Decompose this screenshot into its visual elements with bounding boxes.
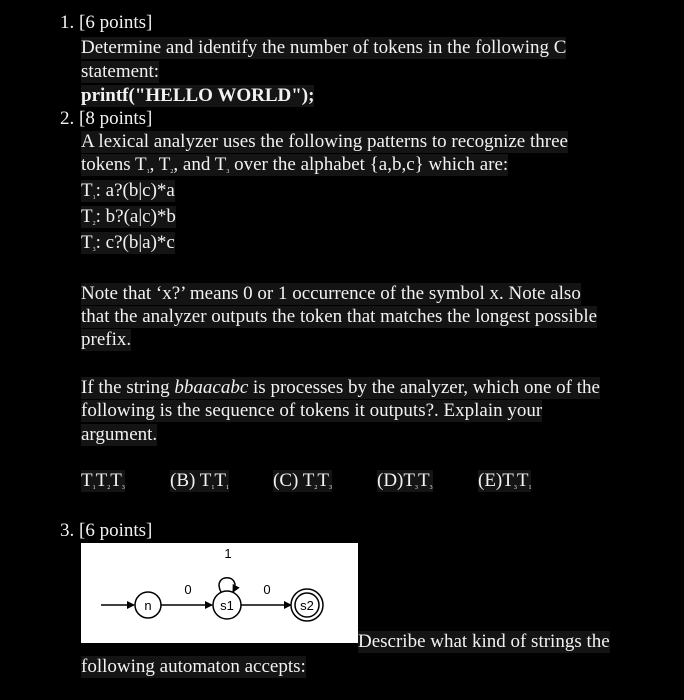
option-a[interactable] (81, 470, 125, 492)
q2-note-line1: Note that ‘x?’ means 0 or 1 occurrence of the symbol x. Note also (81, 283, 581, 304)
option-a-s1: 1 (92, 485, 96, 491)
option-c-t2: T (317, 470, 329, 491)
q3-following: following automaton accepts: (81, 656, 306, 677)
option-b-s1: 1 (211, 485, 215, 491)
pattern-2-rule: : b?(a|c)*b (95, 206, 176, 227)
q1-header (60, 12, 152, 34)
option-b[interactable] (170, 470, 229, 492)
option-a-t1: T (81, 470, 93, 491)
option-a-s2: 2 (107, 485, 111, 491)
option-e-t1: T (502, 470, 514, 491)
q2-intro-line2 (81, 154, 508, 176)
automaton-svg (81, 543, 358, 643)
option-d-t1: T (403, 470, 415, 491)
q2-question-line3: argument. (81, 424, 158, 445)
loop-s1-label: 1 (224, 546, 232, 561)
q2-question-string: bbaacabc (174, 377, 249, 398)
option-d-s2: 3 (429, 485, 433, 491)
option-c-s1: 2 (314, 485, 318, 491)
option-c[interactable] (273, 470, 332, 492)
q2-intro-text-b: , T (149, 154, 171, 175)
option-b-s2: 1 (225, 485, 229, 491)
option-c-s2: 3 (328, 485, 332, 491)
q2-note-line2: that the analyzer outputs the token that matches the longest possible (81, 306, 598, 327)
edge-n-s1-label: 0 (184, 582, 192, 597)
q2-pattern-3 (81, 232, 175, 254)
q1-line1: Determine and identify the number of tokens in the following C (81, 37, 567, 58)
option-e-s1: 3 (513, 485, 517, 491)
q3-number: 3. (60, 520, 75, 541)
q2-intro-text-d: over the alphabet {a,b,c} which are: (229, 154, 509, 175)
q3-points: [6 points] (79, 520, 153, 541)
q1-number: 1. (60, 12, 75, 33)
option-d-prefix: (D) (377, 470, 404, 491)
q2-question-text-b: is processes by the analyzer, which one of the (248, 377, 600, 398)
pattern-1-sub: 1 (92, 195, 96, 201)
q1-code: printf("HELLO WORLD"); (81, 85, 315, 106)
pattern-3-token: T (81, 232, 93, 253)
state-s1-label: s1 (220, 598, 234, 613)
q1-line2: statement: (81, 61, 160, 82)
pattern-1-rule: : a?(b|c)*a (95, 180, 175, 201)
pattern-3-rule: : c?(b|a)*c (95, 232, 175, 253)
q2-header (60, 108, 152, 130)
q2-note-line3: prefix. (81, 329, 132, 350)
pattern-3-sub: 3 (92, 247, 96, 253)
q2-pattern-1 (81, 180, 175, 202)
q2-intro-sub-3: 3 (226, 169, 230, 175)
option-d-s1: 3 (415, 485, 418, 491)
option-b-prefix: (B) (170, 470, 200, 491)
option-e-t2: T (516, 470, 529, 491)
pattern-2-token: T (81, 206, 93, 227)
q2-intro-sub-2: 2 (170, 169, 174, 175)
option-a-t2: T (95, 470, 108, 491)
automaton-diagram (81, 543, 358, 643)
q2-intro-line1: A lexical analyzer uses the following patterns to recognize three (81, 131, 568, 152)
q2-points: [8 points] (79, 108, 153, 129)
option-a-t3: T (110, 470, 122, 491)
option-e-prefix: (E) (478, 470, 503, 491)
option-b-t2: T (214, 470, 226, 491)
state-n-label: n (144, 598, 152, 613)
option-b-t1: T (199, 470, 212, 491)
option-d-t2: T (418, 470, 430, 491)
q2-pattern-2 (81, 206, 176, 228)
loop-s1 (219, 578, 235, 592)
q2-intro-sub-1: 1 (146, 169, 150, 175)
q3-header (60, 520, 152, 542)
q2-question-line1 (81, 377, 600, 399)
q2-intro-text-c: , and T (173, 154, 227, 175)
state-s2-label: s2 (300, 598, 314, 613)
q2-question-text-a: If the string (81, 377, 175, 398)
pattern-2-sub: 2 (92, 221, 96, 227)
option-d[interactable] (377, 470, 433, 492)
option-e[interactable] (478, 470, 531, 492)
option-a-s3: 3 (121, 485, 125, 491)
q1-points: [6 points] (79, 12, 153, 33)
q2-intro-text-a: tokens T (81, 154, 147, 175)
q2-number: 2. (60, 108, 75, 129)
edge-s1-s2-label: 0 (263, 582, 271, 597)
q3-describe: Describe what kind of strings the (358, 631, 610, 652)
option-c-t1: T (302, 470, 315, 491)
option-e-s2: 1 (528, 485, 532, 491)
option-c-prefix: (C) (273, 470, 303, 491)
pattern-1-token: T (81, 180, 93, 201)
q2-question-line2: following is the sequence of tokens it outputs?. Explain your (81, 400, 543, 421)
